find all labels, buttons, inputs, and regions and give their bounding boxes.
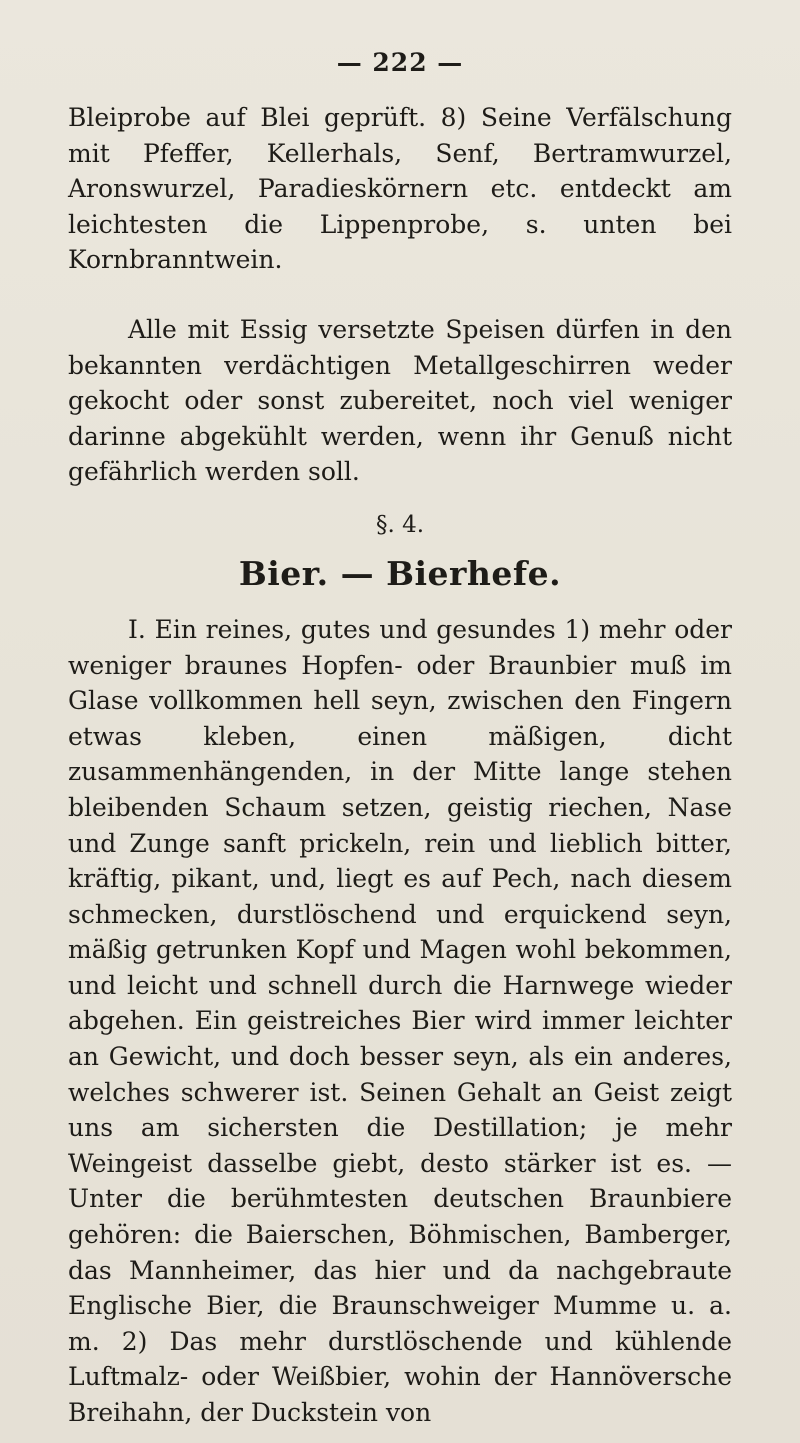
section-title: Bier. — Bierhefe. [238,553,562,593]
section-number: §. 4. [375,511,425,538]
paragraph-pepper-adulteration: Bleiprobe auf Blei geprüft. 8) Seine Verfälschung mit Pfeffer, Kellerhals, Senf, Bertramwurzel, Aronswurzel, Paradieskörnern etc. entdeckt am leichtesten die Lippenprobe, s. unten bei Kornbranntwein. [68,103,732,275]
page-number: — 222 — [336,48,464,77]
paragraph-beer-description: I. Ein reines, gutes und gesundes 1) mehr oder weniger braunes Hopfen- oder Braunbier muß im Glase vollkommen hell seyn, zwischen den Fingern etwas kleben, einen mäßigen, dicht zusammenhängenden, in der Mitte lange stehen bleibenden Schaum setzen, geistig riechen, Nase und Zunge sanft prickeln, rein und lieblich bitter, kräftig, pikant, und, liegt es auf Pech, nach diesem schmecken, durstlöschend und erquickend seyn, mäßig getrunken Kopf und Magen wohl bekommen, und leicht und schnell durch die Harnwege wieder abgehen. Ein geistreiches Bier wird immer leichter an Gewicht, und doch besser seyn, als ein anderes, welches schwerer ist. Seinen Gehalt an Geist zeigt uns am sichersten die Destillation; je mehr Weingeist dasselbe giebt, desto stärker ist es. — Unter die berühmtesten deutschen Braunbiere gehören: die Baierschen, Böhmischen, Bamberger, das Mannheimer, das hier und da nachgebraute Englische Bier, die Braunschweiger Mumme u. a. m. 2) Das mehr durstlöschende und kühlende Luftmalz- oder Weißbier, wohin der Hannöversche Breihahn, der Duckstein von [68,614,732,1427]
paragraph-vinegar-dishes: Alle mit Essig versetzte Speisen dürfen in den bekannten verdächtigen Metallgeschirren weder gekocht oder sonst zubereitet, noch viel weniger darinne abgekühlt werden, wenn ihr Genuß nicht gefährlich werden soll. [68,314,732,487]
